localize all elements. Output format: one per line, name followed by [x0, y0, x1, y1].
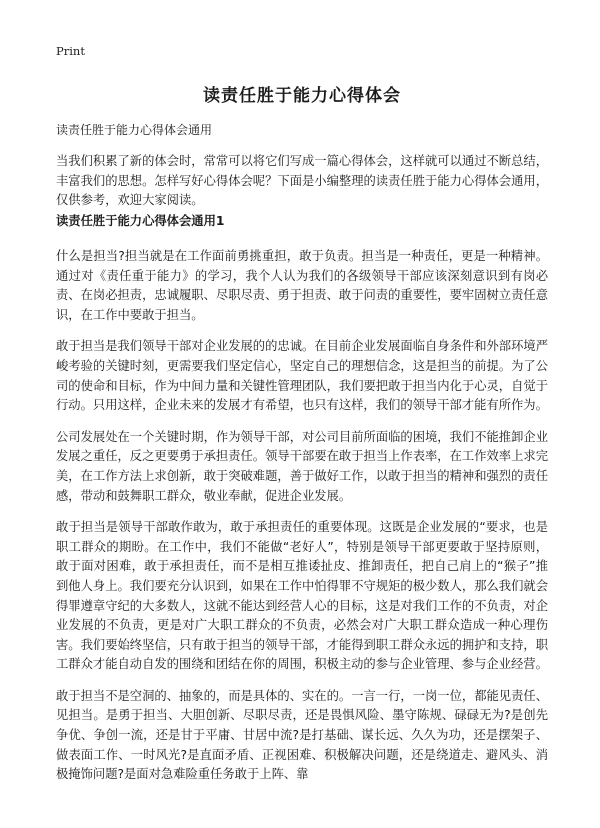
document-title: 读责任胜于能力心得体会: [203, 86, 401, 106]
body-paragraph-3: 公司发展处在一个关键时期，作为领导干部，对公司目前所面临的困境，我们不能推卸企业发展之重任，反之更要勇于承担责任。领导干部要在敢于担当上作表率，在工作效率上求完美，在工作方法上求创新，敢于突破难题，善于做好工作，以敢于担当的精神和强烈的责任感，带动和鼓舞职工群众，敬业奉献，促进企业发展。: [56, 429, 548, 503]
body-paragraph-4: 敢于担当是领导干部敢作敢为，敢于承担责任的重要体现。这既是企业发展的“要求，也是职工群众的期盼。在工作中，我们不能做“老好人”，特别是领导干部更要敢于坚持原则，敢于面对困难，敢于承担责任，而不是相互推诿扯皮、推卸责任，把自己肩上的“猴子”推到他人身上。我们要充分认识到，如果在工作中怕得罪不守规矩的极少数人，那么我们就会得罪遵章守纪的大多数人，这就不能达到经营人心的目标，这是对我们工作的不负责，对企业发展的不负责，更是对广大职工群众的不负责，必然会对广大职工群众造成一种心理伤害。我们要始终坚信，只有敢于担当的领导干部，才能得到职工群众永远的拥护和支持，职工群众才能自动自发的围绕和团结在你的周围，积极主动的参与企业管理、参与企业经营。: [56, 520, 548, 672]
body-paragraph-1: 什么是担当?担当就是在工作面前勇挑重担，敢于负责。担当是一种责任，更是一种精神。通过对《责任重于能力》的学习，我个人认为我们的各级领导干部应该深刻意识到有岗必责、在岗必担责，忠诚履职、尽职尽责、勇于担责、敢于问责的重要性，要牢固树立责任意识，在工作中要敢于担当。: [56, 249, 548, 322]
section-heading: 读责任胜于能力心得体会通用1: [56, 214, 225, 228]
document-subtitle: 读责任胜于能力心得体会通用: [56, 123, 213, 137]
print-link[interactable]: Print: [56, 44, 85, 58]
intro-paragraph: 当我们积累了新的体会时，常常可以将它们写成一篇心得体会，这样就可以通过不断总结，丰富我们的思想。怎样写好心得体会呢？下面是小编整理的读责任胜于能力心得体会通用，仅供参考，欢迎大家阅读。: [56, 154, 548, 208]
body-paragraph-5: 敢于担当不是空洞的、抽象的，而是具体的、实在的。一言一行，一岗一位，都能见责任、见担当。是勇于担当、大胆创新、尽职尽责，还是畏惧风险、墨守陈规、碌碌无为?是创先争优、争创一流，还是甘于平庸、甘居中流?是打基础、谋长远、久久为功，还是摆架子、做表面工作、一时风光?是直面矛盾、正视困难、积极解决问题，还是绕道走、避风头、消极掩饰问题?是面对急难险重任务敢于上阵、靠: [56, 688, 548, 782]
body-text: [56, 247, 548, 797]
body-paragraph-2: 敢于担当是我们领导干部对企业发展的的忠诚。在目前企业发展面临自身条件和外部环境严峻考验的关键时刻，更需要我们坚定信心，坚定自己的理想信念，这是担当的前提。为了公司的使命和目标，作为中间力量和关键性管理团队，我们要把敢于担当内化于心灵，自觉于行动。只用这样，企业未来的发展才有希望，也只有这样，我们的领导干部才能有所作为。: [56, 339, 548, 413]
